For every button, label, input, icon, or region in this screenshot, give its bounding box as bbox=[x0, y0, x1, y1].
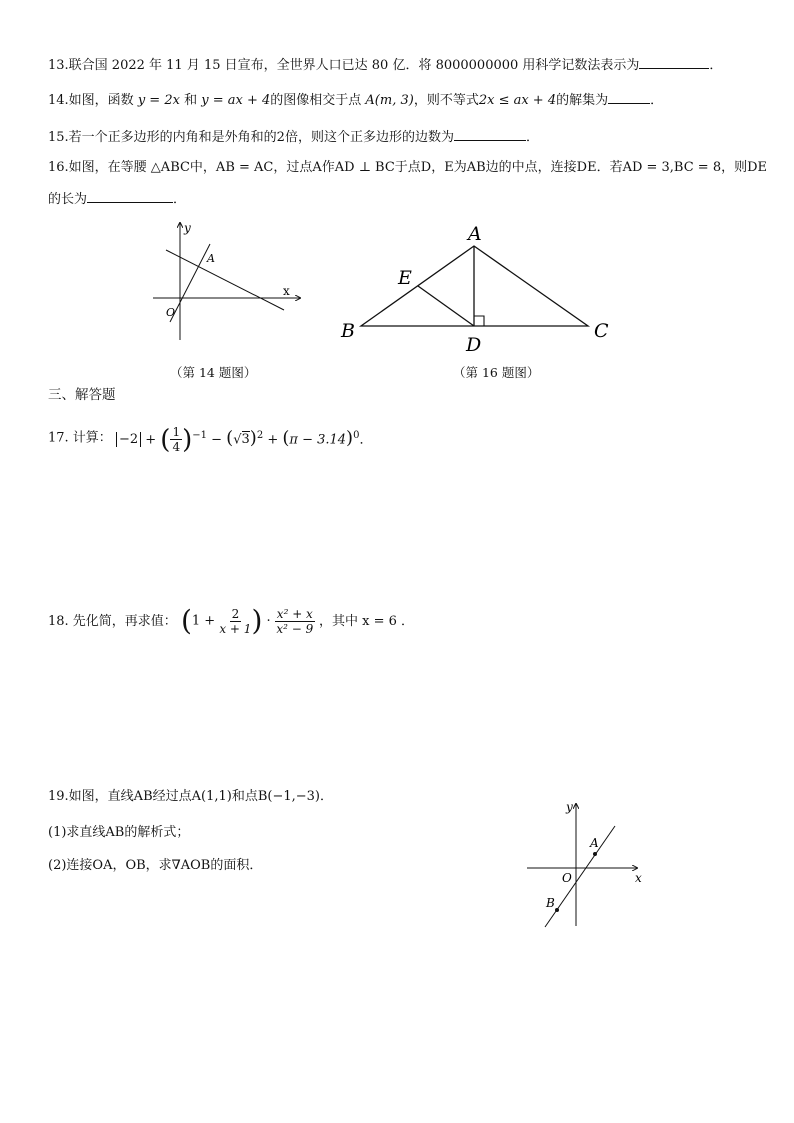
q17-exp3: 0 bbox=[353, 430, 360, 441]
question-17 bbox=[48, 416, 372, 456]
fig19-label-x: x bbox=[635, 871, 642, 885]
q18-prefix: 18. 先化简，再求值： bbox=[48, 613, 177, 629]
q19-text: 19.如图，直线AB经过点A(1,1)和点B(−1,−3)． bbox=[48, 789, 333, 804]
q13-end: ． bbox=[709, 58, 723, 73]
q14-end: ． bbox=[650, 93, 664, 108]
q16-text-2: 的长为 bbox=[48, 192, 88, 207]
fig19-label-b: B bbox=[546, 896, 555, 910]
q14-part2: 和 bbox=[184, 93, 198, 108]
q17-end: ． bbox=[359, 432, 373, 448]
q15-answer-blank[interactable] bbox=[454, 128, 526, 141]
fig16-caption: （第 16 题图） bbox=[453, 365, 540, 380]
fig16-label-c: C bbox=[594, 320, 609, 342]
q18-condition: ，其中 x = 6 ． bbox=[318, 613, 414, 629]
q17-sqrt: √3 bbox=[233, 432, 250, 448]
q15-text: 15.若一个正多边形的内角和是外角和的2倍，则这个正多边形的边数为 bbox=[48, 130, 454, 145]
q17-exp2: 2 bbox=[256, 430, 264, 441]
q17-sqrt-value: 3 bbox=[241, 432, 250, 448]
q18-frac2-num: x² + x bbox=[276, 606, 313, 621]
fig14-label-x: x bbox=[283, 284, 290, 298]
q16-end: ． bbox=[173, 192, 187, 207]
fig19-line-ab bbox=[545, 826, 615, 927]
q13-answer-blank[interactable] bbox=[639, 56, 709, 69]
fig16-label-d: D bbox=[466, 334, 482, 356]
question-13 bbox=[48, 56, 722, 75]
q17-exp1: −1 bbox=[192, 430, 207, 441]
fig19-label-o: O bbox=[562, 871, 572, 885]
section-3-heading: 三、解答题 bbox=[48, 387, 116, 403]
figure-19 bbox=[525, 800, 655, 930]
q14-point: A(m, 3) bbox=[365, 93, 414, 108]
question-16-line2 bbox=[48, 190, 186, 209]
question-16-line1 bbox=[48, 159, 767, 177]
question-19 bbox=[48, 788, 333, 806]
q14-part3: 的图像相交于点 bbox=[270, 93, 362, 108]
fig16-label-e: E bbox=[398, 267, 412, 289]
question-19-part2 bbox=[48, 857, 262, 875]
question-14 bbox=[48, 91, 663, 110]
q13-text: 13.联合国 2022 年 11 月 15 日宣布，全世界人口已达 80 亿．将 8000000000 用科学记数法表示为 bbox=[48, 58, 640, 73]
fig16-right-angle bbox=[474, 316, 484, 326]
figure-14 bbox=[150, 220, 310, 350]
fig14-line-2x bbox=[170, 244, 210, 322]
q19-sub2: (2)连接OA，OB，求∇AOB的面积． bbox=[48, 858, 263, 873]
q14-function2: y = ax + 4 bbox=[201, 93, 271, 108]
q14-function1: y = 2x bbox=[137, 93, 180, 108]
fig19-label-y: y bbox=[566, 800, 573, 814]
q17-expression: −2 + ( $\frac{1}{4}$ )$^{-1} - (√3)^2 + (\pi - 3.14)^0$． bbox=[116, 416, 373, 460]
q14-inequality: 2x ≤ ax + 4 bbox=[478, 93, 557, 108]
q17-frac-num: 1 bbox=[172, 425, 181, 440]
q16-text: 16.如图，在等腰 △ABC中，AB = AC，过点A作AD ⊥ BC于点D，E为AB边的中点，连接DE．若AD = 3,BC = 8，则DE bbox=[48, 160, 768, 175]
question-18 bbox=[48, 601, 414, 641]
q18-fraction1 bbox=[219, 607, 251, 636]
fig16-label-a: A bbox=[468, 223, 482, 245]
q18-frac1-den: x + 1 bbox=[219, 621, 252, 636]
q14-part1: 14.如图，函数 bbox=[48, 93, 134, 108]
q18-one: 1 bbox=[191, 613, 201, 629]
q18-frac2-den: x² − 9 bbox=[276, 621, 314, 636]
question-15 bbox=[48, 128, 539, 147]
fig14-label-o: O bbox=[166, 306, 176, 319]
figure-16 bbox=[338, 220, 628, 360]
fig14-line-ax4 bbox=[166, 250, 284, 310]
q17-paren: π − 3.14 bbox=[289, 432, 347, 448]
fig19-point-a bbox=[593, 852, 597, 856]
fig16-label-b: B bbox=[341, 320, 355, 342]
q14-part5: 的解集为 bbox=[556, 93, 609, 108]
fig14-label-y: y bbox=[184, 221, 191, 235]
question-19-part1 bbox=[48, 824, 189, 842]
q15-end: ． bbox=[525, 130, 539, 145]
fig14-caption: （第 14 题图） bbox=[170, 365, 257, 380]
fig16-segment-ed bbox=[418, 286, 474, 326]
q18-fraction2 bbox=[275, 607, 315, 636]
q18-expression: (1 + $\frac{2}{x + 1}$ ) · $\frac{\text{x² + x}}{\text{x² − 9}}$ bbox=[180, 604, 314, 637]
fig19-point-b bbox=[555, 908, 559, 912]
fig14-label-a: A bbox=[207, 252, 215, 265]
q14-part4: ，则不等式 bbox=[413, 93, 479, 108]
q17-prefix: 17. 计算： bbox=[48, 430, 112, 446]
q18-frac1-num: 2 bbox=[231, 606, 240, 621]
q17-frac-den: 4 bbox=[172, 440, 181, 455]
q17-fraction bbox=[170, 425, 182, 454]
q17-abs: −2 bbox=[116, 432, 141, 447]
q19-sub1: (1)求直线AB的解析式； bbox=[48, 825, 190, 840]
q14-answer-blank[interactable] bbox=[608, 91, 650, 104]
fig19-label-a: A bbox=[590, 836, 599, 850]
q16-answer-blank[interactable] bbox=[87, 190, 173, 203]
